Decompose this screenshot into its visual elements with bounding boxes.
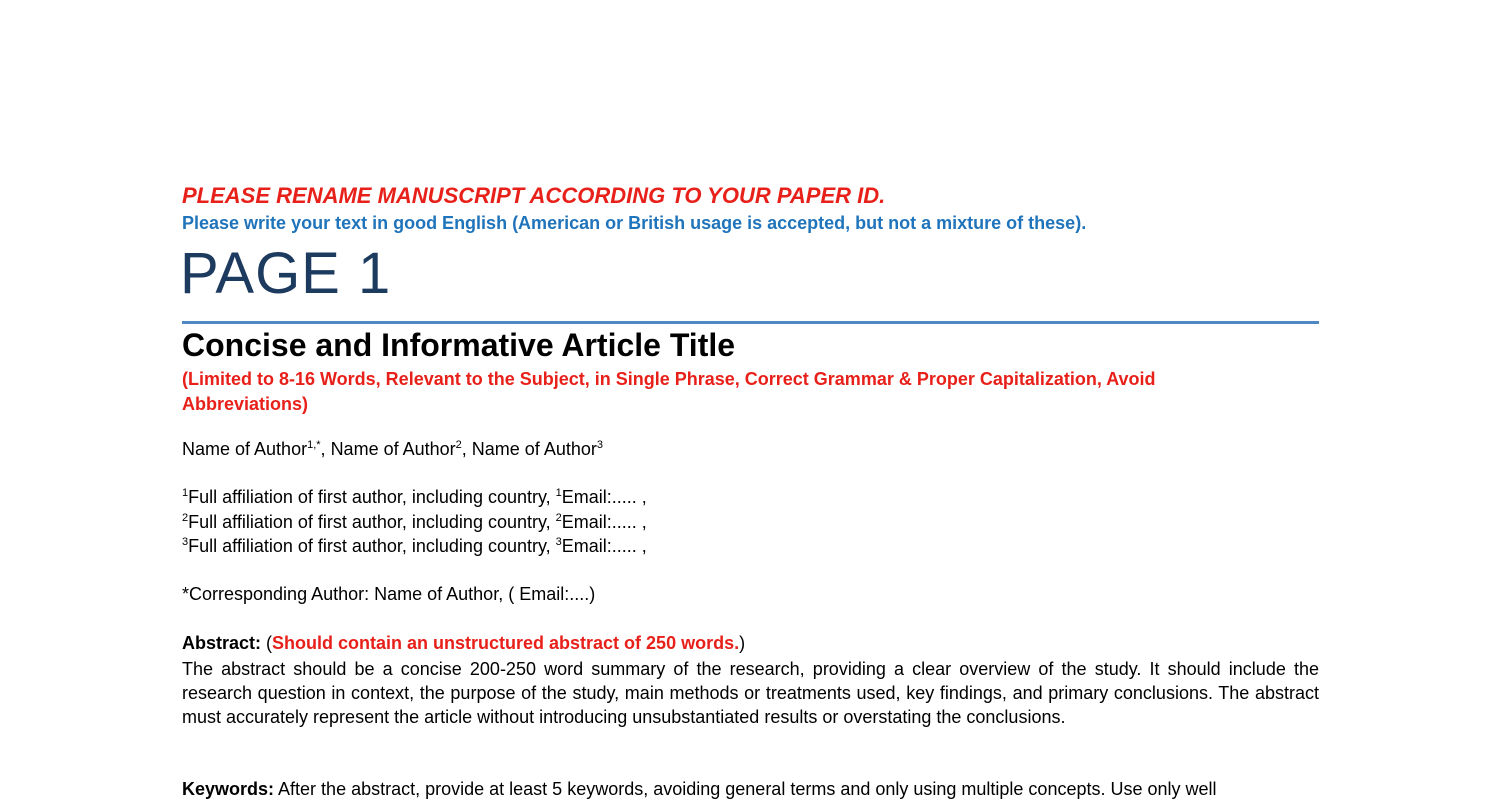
keywords-label: Keywords:: [182, 779, 275, 799]
keywords-text: After the abstract, provide at least 5 keywords, avoiding general terms and only using multiple concepts. Use only well: [274, 779, 1217, 799]
affiliation-email: Email:..... ,: [561, 536, 647, 556]
english-notice: Please write your text in good English (American or British usage is accepted, but not a mixture of these).: [182, 213, 1087, 233]
email-sup: 2: [555, 512, 562, 524]
header-divider: [182, 321, 1319, 324]
abstract-paren-open: (: [261, 633, 273, 653]
title-guideline: (Limited to 8-16 Words, Relevant to the Subject, in Single Phrase, Correct Grammar & Proper Capitalization, Avoid Abbreviations): [182, 369, 1156, 414]
email-sup: 3: [555, 536, 562, 548]
author-sup: 1,*: [307, 439, 321, 451]
affiliation-sup: 1: [182, 487, 189, 499]
keywords-line: [182, 777, 1319, 801]
affiliation-line: [182, 536, 647, 557]
affiliation-email: Email:..... ,: [561, 512, 647, 532]
abstract-label: Abstract:: [182, 633, 262, 653]
abstract-paren-close: ): [739, 633, 746, 653]
affiliation-text: Full affiliation of first author, including country,: [188, 487, 556, 507]
email-sup: 1: [555, 487, 562, 499]
affiliation-text: Full affiliation of first author, including country,: [188, 536, 556, 556]
article-title: Concise and Informative Article Title: [182, 327, 736, 363]
affiliation-line: [182, 487, 647, 508]
page-label: PAGE 1: [180, 241, 392, 306]
abstract-body: The abstract should be a concise 200-250 word summary of the research, providing a clear overview of the study. It should include the research question in context, the purpose of the study, main methods or treatments used, key findings, and primary conclusions. The abstract must accurately represent the article without introducing unsubstantiated results or overstating the conclusions.: [182, 659, 1319, 727]
author-separator: ,: [461, 439, 472, 459]
author-name: Name of Author: [330, 439, 456, 459]
rename-notice: PLEASE RENAME MANUSCRIPT ACCORDING TO YOUR PAPER ID.: [182, 183, 886, 208]
affiliation-text: Full affiliation of first author, including country,: [188, 512, 556, 532]
corresponding-author: *Corresponding Author: Name of Author, ( Email:....): [182, 584, 596, 604]
author-list: [182, 439, 603, 460]
affiliation-sup: 2: [182, 512, 189, 524]
author-separator: ,: [320, 439, 331, 459]
abstract-heading: [182, 633, 745, 654]
document-page: [180, 0, 1319, 799]
affiliation-line: [182, 512, 647, 533]
author-name: Name of Author: [471, 439, 597, 459]
author-sup: 3: [596, 439, 603, 451]
author-sup: 2: [455, 439, 462, 451]
affiliation-sup: 3: [182, 536, 189, 548]
abstract-guideline: Should contain an unstructured abstract of 250 words.: [272, 633, 740, 653]
affiliation-email: Email:..... ,: [561, 487, 647, 507]
author-name: Name of Author: [182, 439, 308, 459]
